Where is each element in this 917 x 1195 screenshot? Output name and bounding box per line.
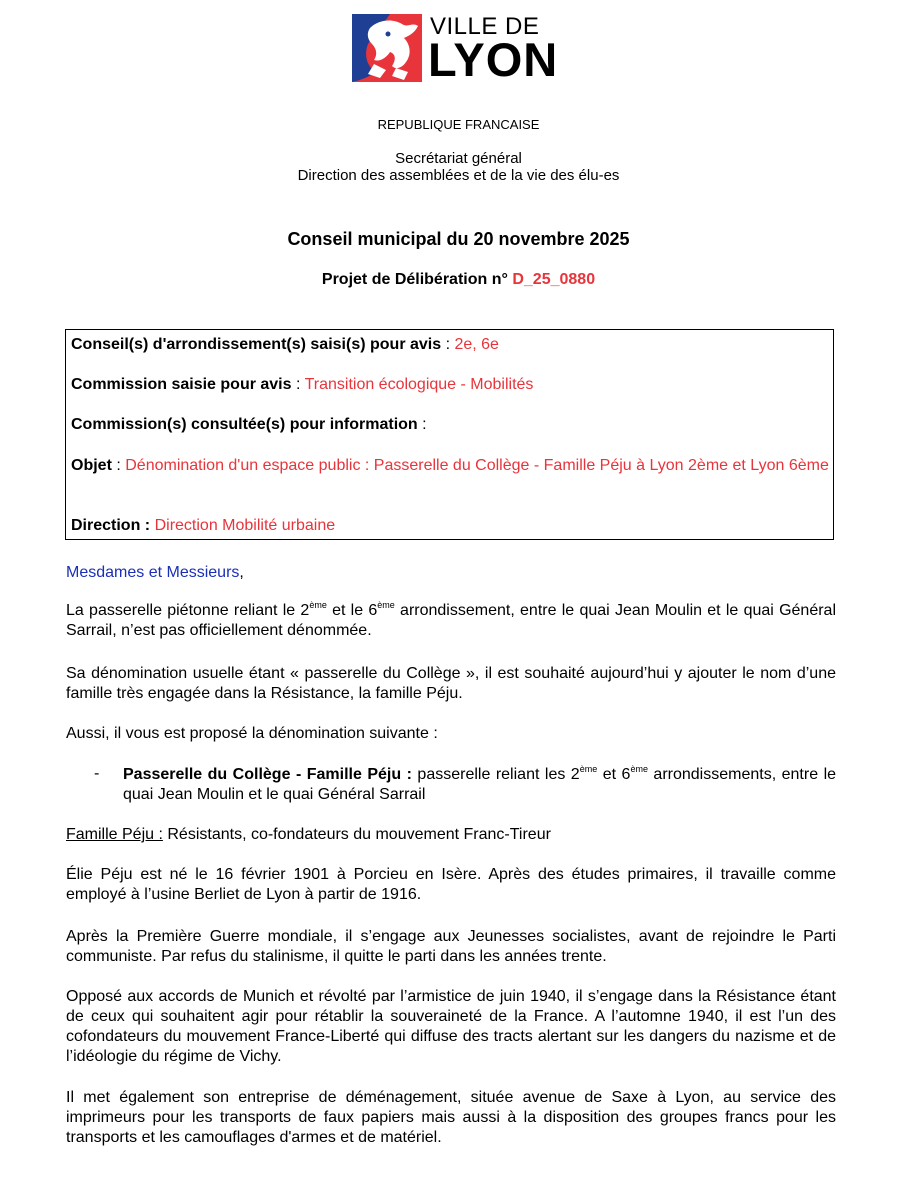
service-line-1: Secrétariat général [395,150,522,167]
p1-sup-2: ème [377,600,395,610]
project-heading [0,271,917,289]
paragraph-4: Élie Péju est né le 16 février 1901 à Porcieu en Isère. Après des études primaires, il travaille comme employé à l’usine Berliet de Lyon à partir de 1916. [66,866,836,903]
bullet-mark: - [94,765,100,782]
bullet-part-a: passerelle reliant les 2 [411,766,580,783]
p1-part-a: La passerelle piétonne reliant le 2 [66,602,310,619]
objet-label: Objet [71,457,112,474]
famille-label: Famille Péju : [66,826,163,843]
bullet-part-b: et 6 [597,766,631,783]
logo-lyon: LYON [428,33,559,86]
project-number: D_25_0880 [512,271,596,288]
lion-crest-icon [352,14,422,82]
ville-de-lyon-logo [352,13,559,86]
objet-value: Dénomination d'un espace public : Passerelle du Collège - Famille Péju à Lyon 2ème et Lyon 6ème [125,457,829,474]
paragraph-1 [66,601,836,641]
project-label: Projet de Délibération n° [321,271,508,288]
conseils-value: 2e, 6e [454,336,499,353]
paragraph-7: Il met également son entreprise de déménagement, située avenue de Saxe à Lyon, au service des imprimeurs pour les transports de faux papiers mais aussi à la disposition des groupes francs pour les transports et les camouflages d'armes et de matériel. [66,1089,836,1146]
consultee-label: Commission(s) consultée(s) pour information [71,416,418,433]
summary-commission: Commission saisie pour avis : Transition écologique - Mobilités [71,376,534,393]
page-title: Conseil municipal du 20 novembre 2025 [287,229,630,249]
summary-consultee: Commission(s) consultée(s) pour information : [71,416,427,433]
salutation-text: Mesdames et Messieurs [66,564,240,581]
conseils-label: Conseil(s) d'arrondissement(s) saisi(s) pour avis [71,336,442,353]
summary-box [65,329,834,540]
republique-francaise: REPUBLIQUE FRANCAISE [377,117,540,132]
direction-value: Direction Mobilité urbaine [154,517,336,534]
paragraph-5: Après la Première Guerre mondiale, il s’engage aux Jeunesses socialistes, avant de rejoindre le Parti communiste. Par refus du stalinisme, il quitte le parti dans les années trente. [66,928,836,965]
salutation: Mesdames et Messieurs, [66,564,244,581]
bullet-part-c: arrondissements, entre le quai Jean Moulin et le quai Général Sarrail [123,766,837,803]
service-line-2: Direction des assemblées et de la vie des élu-es [297,167,620,184]
famille-heading [66,825,836,845]
direction-label: Direction : [71,517,151,534]
paragraph-3: Aussi, il vous est proposé la dénomination suivante : [66,725,438,742]
bullet-item [123,765,836,805]
paragraph-6: Opposé aux accords de Munich et révolté par l’armistice de juin 1940, il s’engage dans la Résistance étant de ceux qui souhaitent agir pour rétablir la souveraineté de la France. A l’automne 1940, il est l’un des cofondateurs du mouvement France-Liberté qui diffuse des tracts alertant sur les dangers du nazisme et de l’idéologie du régime de Vichy. [66,988,836,1065]
paragraph-2: Sa dénomination usuelle étant « passerelle du Collège », il est souhaité aujourd’hui y ajouter le nom d’une famille très engagée dans la Résistance, la famille Péju. [66,665,836,702]
p1-sup-1: ème [309,600,327,610]
p1-part-c: arrondissement, entre le quai Jean Moulin et le quai Général Sarrail, n’est pas officiellement dénommée. [66,602,837,639]
summary-direction [71,516,829,536]
summary-conseils: Conseil(s) d'arrondissement(s) saisi(s) pour avis : 2e, 6e [71,336,499,353]
summary-objet: Objet : Dénomination d'un espace public : Passerelle du Collège - Famille Péju à Lyon 2ème et Lyon 6ème [71,457,829,474]
commission-label: Commission saisie pour avis [71,376,292,393]
bullet-sup-1: ème [579,764,598,774]
p1-part-b: et le 6 [326,602,378,619]
service-heading [0,150,917,184]
logo-ville-de: VILLE DE [430,13,540,40]
famille-text: Résistants, co-fondateurs du mouvement Franc-Tireur [162,826,551,843]
bullet-sup-2: ème [630,764,648,774]
bullet-bold: Passerelle du Collège - Famille Péju : [123,766,412,783]
commission-value: Transition écologique - Mobilités [304,376,534,393]
